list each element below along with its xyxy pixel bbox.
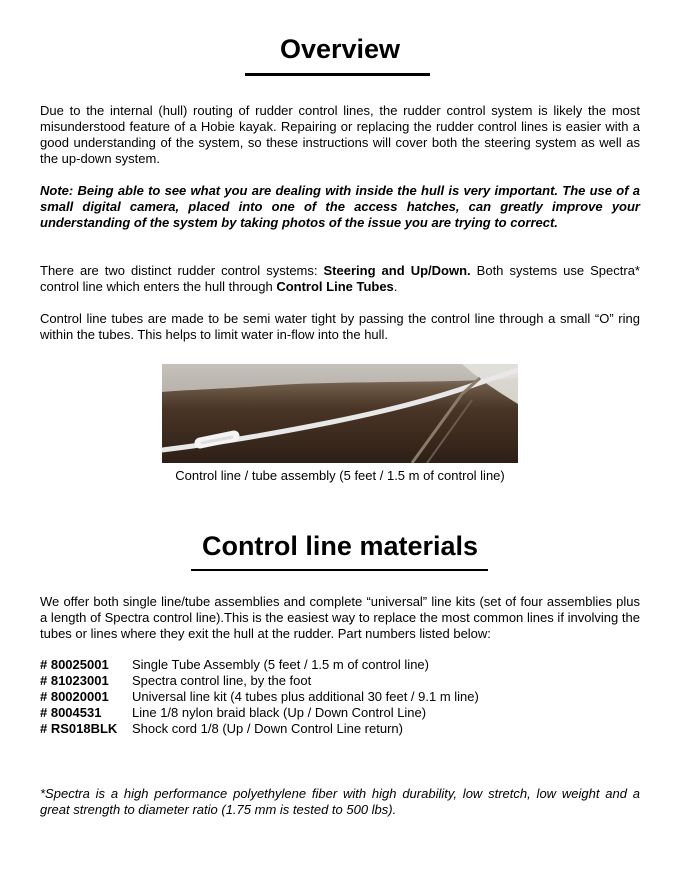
overview-intro-paragraph: Due to the internal (hull) routing of rudder control lines, the rudder control system is likely the most misunderstood feature of a Hobie kayak. Repairing or replacing the rudder control lines is easier with a good understanding of the system, so these instructions will cover both the steering system as well as the up-down system. xyxy=(40,103,640,166)
overview-heading: Overview xyxy=(279,34,401,64)
systems-bold-1: Steering and Up/Down. xyxy=(323,263,471,278)
part-description: Single Tube Assembly (5 feet / 1.5 m of control line) xyxy=(132,657,429,672)
part-number: # 80020001 xyxy=(40,689,109,704)
part-row xyxy=(40,673,479,689)
systems-bold-2: Control Line Tubes xyxy=(276,279,394,294)
part-number: # 81023001 xyxy=(40,673,109,688)
part-row xyxy=(40,689,479,705)
part-number: # RS018BLK xyxy=(40,721,118,736)
systems-paragraph xyxy=(40,263,640,295)
part-number: # 80025001 xyxy=(40,657,109,672)
heading-underline xyxy=(191,569,488,571)
tubes-paragraph: Control line tubes are made to be semi water tight by passing the control line through a small “O” ring within the tubes. This helps to limit water in-flow into the hull. xyxy=(40,311,640,342)
part-description: Line 1/8 nylon braid black (Up / Down Control Line) xyxy=(132,705,427,720)
control-line-tube-photo xyxy=(162,364,518,463)
systems-text-3: . xyxy=(393,279,398,294)
part-description: Universal line kit (4 tubes plus additional 30 feet / 9.1 m line) xyxy=(132,689,479,704)
systems-text-2: Both systems use Spectra* control line which enters the hull through xyxy=(40,263,640,294)
part-number: # 8004531 xyxy=(40,705,102,720)
parts-list xyxy=(40,657,479,737)
part-description: Spectra control line, by the foot xyxy=(132,673,312,688)
photo-caption: Control line / tube assembly (5 feet / 1.5 m of control line) xyxy=(175,468,505,483)
materials-heading: Control line materials xyxy=(201,531,479,561)
note-paragraph: Note: Being able to see what you are dealing with inside the hull is very important. The use of a small digital camera, placed into one of the access hatches, can greatly improve your understanding of the system by taking photos of the issue you are trying to correct. xyxy=(40,183,640,230)
systems-text-1: There are two distinct rudder control systems: xyxy=(40,263,324,278)
photo-illustration xyxy=(162,364,518,463)
part-row xyxy=(40,705,479,721)
part-row xyxy=(40,657,479,673)
part-description: Shock cord 1/8 (Up / Down Control Line return) xyxy=(132,721,403,736)
part-row xyxy=(40,721,479,737)
spectra-footnote: *Spectra is a high performance polyethylene fiber with high durability, low stretch, low weight and a great strength to diameter ratio (1.75 mm is tested to 500 lbs). xyxy=(40,786,640,817)
heading-underline xyxy=(245,73,430,76)
materials-intro-paragraph: We offer both single line/tube assemblies and complete “universal” line kits (set of four assemblies plus a length of Spectra control line).This is the easiest way to replace the most common lines if involving the tubes or lines where they exit the hull at the rudder. Part numbers listed below: xyxy=(40,594,640,641)
